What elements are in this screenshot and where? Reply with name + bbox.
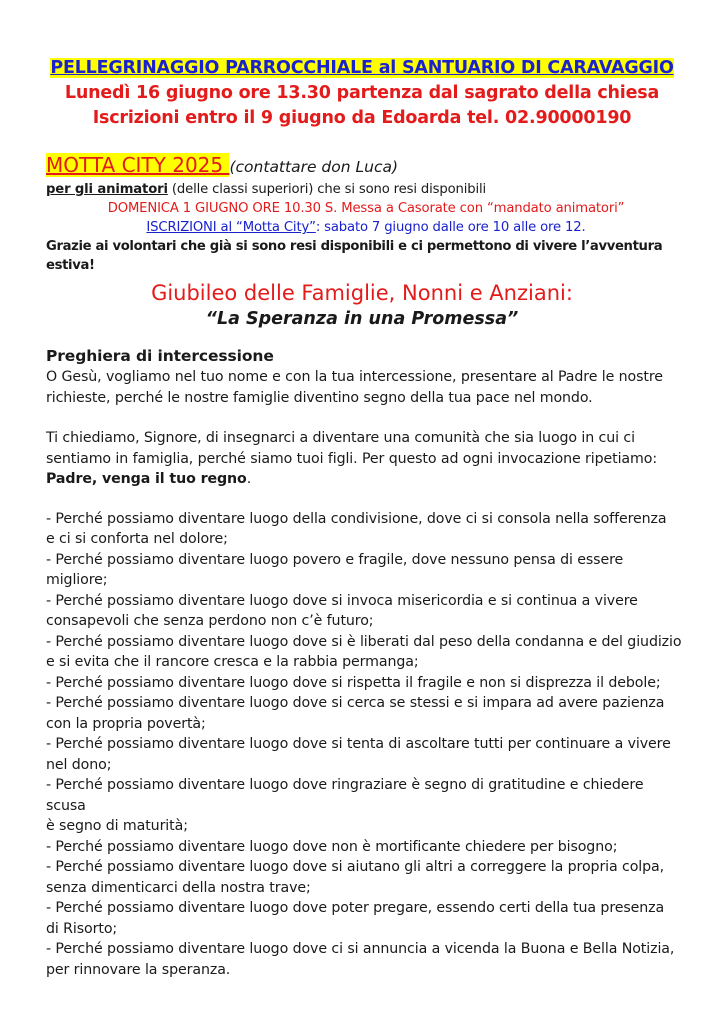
intercession-line: per rinnovare la speranza. — [46, 961, 231, 978]
intercession-line: - Perché possiamo diventare luogo dove si tenta di ascoltare tutti per continuare a vivere — [46, 736, 671, 752]
motta-city-section — [46, 152, 686, 275]
motta-city-title: MOTTA CITY 2025 — [46, 153, 230, 177]
intercession-line: - Perché possiamo diventare luogo dove non è mortificante chiedere per bisogno; — [46, 838, 618, 855]
intercession-line: di Risorto; — [46, 920, 118, 937]
intercession-line: - Perché possiamo diventare luogo povero e fragile, dove nessuno pensa di essere migliore; — [46, 551, 624, 588]
prayer-response-period: . — [246, 471, 252, 487]
pilgrimage-announcement — [0, 56, 724, 131]
prayer-ask-line: Ti chiediamo, Signore, di insegnarci a diventare una comunità che sia luogo in cui ci — [46, 430, 635, 446]
intercession-line: è segno di maturità; — [46, 818, 188, 834]
pilgrimage-title: PELLEGRINAGGIO PARROCCHIALE al SANTUARIO DI CARAVAGGIO — [50, 58, 674, 78]
pilgrimage-departure: Lunedì 16 giugno ore 13.30 partenza dal sagrato della chiesa — [64, 83, 660, 103]
intercession-line: senza dimenticarci della nostra trave; — [46, 879, 311, 896]
domenica-mass-notice: DOMENICA 1 GIUGNO ORE 10.30 S. Messa a Casorate con “mandato animatori” — [107, 201, 625, 216]
motta-city-contact-note: (contattare don Luca) — [229, 158, 399, 176]
intercession-line: - Perché possiamo diventare luogo dove ci si annuncia a vicenda la Buona e Bella Notizia, — [46, 941, 675, 957]
intercession-prayer — [46, 345, 686, 980]
prayer-intro-line: O Gesù, vogliamo nel tuo nome e con la tua intercessione, presentare al Padre le nostre — [46, 369, 663, 385]
intercession-line: - Perché possiamo diventare luogo dove si aiutano gli altri a correggere la propria colpa, — [46, 859, 665, 875]
intercession-line: e ci si conforta nel dolore; — [46, 531, 228, 547]
pilgrimage-registration: Iscrizioni entro il 9 giugno da Edoarda tel. 02.90000190 — [92, 108, 632, 128]
prayer-heading: Preghiera di intercessione — [46, 347, 274, 365]
giubileo-heading — [0, 279, 724, 331]
intercession-line: - Perché possiamo diventare luogo dove ringraziare è segno di gratitudine e chiedere scusa — [46, 777, 644, 814]
prayer-response: Padre, venga il tuo regno — [46, 471, 247, 487]
intercession-line: e si evita che il rancore cresca e la rabbia permanga; — [46, 654, 419, 670]
intercession-line: nel dono; — [46, 756, 112, 773]
volunteers-thanks: Grazie ai volontari che già si sono resi disponibili e ci permettono di vivere l’avventura estiva! — [46, 239, 663, 273]
intercession-line: - Perché possiamo diventare luogo dove si cerca se stessi e si impara ad avere pazienza — [46, 695, 665, 711]
intercession-line: - Perché possiamo diventare luogo dove si rispetta il fragile e non si disprezza il debole; — [46, 674, 661, 691]
giubileo-subtitle: “La Speranza in una Promessa” — [205, 309, 519, 329]
intercession-line: - Perché possiamo diventare luogo dove poter pregare, essendo certi della tua presenza — [46, 900, 665, 916]
intercession-line: - Perché possiamo diventare luogo della condivisione, dove ci si consola nella sofferenza — [46, 510, 667, 527]
animatori-label: per gli animatori — [46, 182, 168, 197]
iscrizioni-label: ISCRIZIONI al “Motta City” — [146, 220, 316, 235]
prayer-ask-line: sentiamo in famiglia, perché siamo tuoi figli. Per questo ad ogni invocazione ripetiamo: — [46, 450, 657, 467]
intercession-line: con la propria povertà; — [46, 715, 206, 732]
intercession-line: consapevoli che senza perdono non c’è futuro; — [46, 613, 374, 629]
intercession-line: - Perché possiamo diventare luogo dove si è liberati dal peso della condanna e del giudizio — [46, 633, 682, 650]
animatori-text: (delle classi superiori) che si sono resi disponibili — [167, 182, 486, 197]
prayer-intro-line: richieste, perché le nostre famiglie diventino segno della tua pace nel mondo. — [46, 389, 593, 406]
intercession-line: - Perché possiamo diventare luogo dove si invoca misericordia e si continua a vivere — [46, 592, 638, 609]
iscrizioni-text: : sabato 7 giugno dalle ore 10 alle ore 12. — [315, 220, 586, 235]
giubileo-title: Giubileo delle Famiglie, Nonni e Anziani: — [151, 281, 573, 305]
